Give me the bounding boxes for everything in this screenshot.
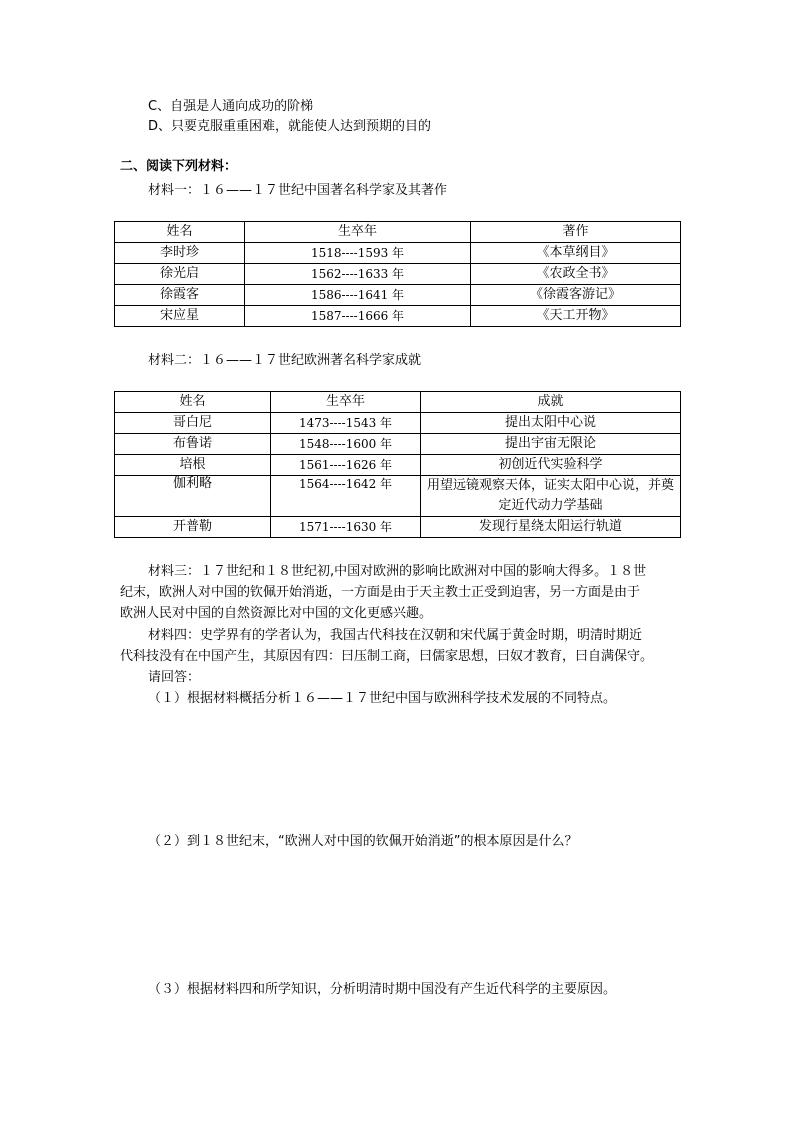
material3-line-1: 材料三：１７世纪和１８世纪初,中国对欧洲的影响比欧洲对中国的影响大得多。１８世 (148, 564, 647, 579)
table-header-row (115, 222, 681, 243)
question-1: （１）根据材料概括分析１６——１７世纪中国与欧洲科学技术发展的不同特点。 (148, 691, 617, 706)
name-cell: 开普勒 (115, 517, 271, 538)
achievement-cell: 初创近代实验科学 (421, 455, 681, 476)
option-c: C、自强是人通向成功的阶梯 (148, 99, 314, 114)
years-cell: 1564----1642 年 (271, 476, 421, 517)
table-row (115, 306, 681, 327)
table-row (115, 434, 681, 455)
achievement-cell: 用望远镜观察天体，证实太阳中心说，并奠定近代动力学基础 (421, 476, 681, 517)
work-cell: 《天工开物》 (471, 306, 681, 327)
name-cell: 宋应星 (115, 306, 245, 327)
material4-line-2: 代科技没有在中国产生，其原因有四：曰压制工商，曰儒家思想，曰奴才教育，曰自满保守。 (120, 649, 654, 664)
name-cell: 布鲁诺 (115, 434, 271, 455)
header-cell: 姓名 (115, 222, 245, 243)
option-d: D、只要克服重重困难，就能使人达到预期的目的 (148, 119, 432, 134)
material3-line-2: 纪末，欧洲人对中国的钦佩开始消逝，一方面是由于天主教士正受到迫害，另一方面是由于 (120, 585, 641, 600)
header-cell: 生卒年 (245, 222, 471, 243)
material1-table (114, 221, 681, 327)
name-cell: 徐光启 (115, 264, 245, 285)
header-cell: 姓名 (115, 392, 271, 413)
name-cell: 培根 (115, 455, 271, 476)
years-cell: 1586----1641 年 (245, 285, 471, 306)
achievement-cell: 提出太阳中心说 (421, 413, 681, 434)
name-cell: 李时珍 (115, 243, 245, 264)
header-cell: 成就 (421, 392, 681, 413)
material2-table (114, 391, 681, 538)
table-row (115, 476, 681, 517)
material3-line-3: 欧洲人民对中国的自然资源比对中国的文化更感兴趣。 (120, 606, 433, 621)
table-row (115, 517, 681, 538)
years-cell: 1548----1600 年 (271, 434, 421, 455)
achievement-cell: 发现行星绕太阳运行轨道 (421, 517, 681, 538)
material4-line-1: 材料四：史学界有的学者认为，我国古代科技在汉朝和宋代属于黄金时期，明清时期近 (148, 628, 643, 643)
work-cell: 《本草纲目》 (471, 243, 681, 264)
header-cell: 生卒年 (271, 392, 421, 413)
material1-caption: 材料一：１６——１７世纪中国著名科学家及其著作 (148, 183, 448, 198)
name-cell: 徐霞客 (115, 285, 245, 306)
work-cell: 《农政全书》 (471, 264, 681, 285)
answer-prompt: 请回答： (148, 670, 201, 685)
header-cell: 著作 (471, 222, 681, 243)
table-row (115, 243, 681, 264)
material2-caption: 材料二：１６——１７世纪欧洲著名科学家成就 (148, 353, 422, 368)
work-cell: 《徐霞客游记》 (471, 285, 681, 306)
table-row (115, 413, 681, 434)
years-cell: 1571----1630 年 (271, 517, 421, 538)
table-row (115, 455, 681, 476)
years-cell: 1518----1593 年 (245, 243, 471, 264)
table-header-row (115, 392, 681, 413)
question-2: （２）到１８世纪末，“欧洲人对中国的钦佩开始消逝”的根本原因是什么？ (148, 834, 578, 849)
section-heading: 二、阅读下列材料： (120, 159, 238, 174)
table-row (115, 264, 681, 285)
name-cell: 伽利略 (115, 476, 271, 517)
years-cell: 1587----1666 年 (245, 306, 471, 327)
years-cell: 1561----1626 年 (271, 455, 421, 476)
name-cell: 哥白尼 (115, 413, 271, 434)
table-row (115, 285, 681, 306)
achievement-cell: 提出宇宙无限论 (421, 434, 681, 455)
question-3: （３）根据材料四和所学知识，分析明清时期中国没有产生近代科学的主要原因。 (148, 982, 617, 997)
years-cell: 1473----1543 年 (271, 413, 421, 434)
years-cell: 1562----1633 年 (245, 264, 471, 285)
